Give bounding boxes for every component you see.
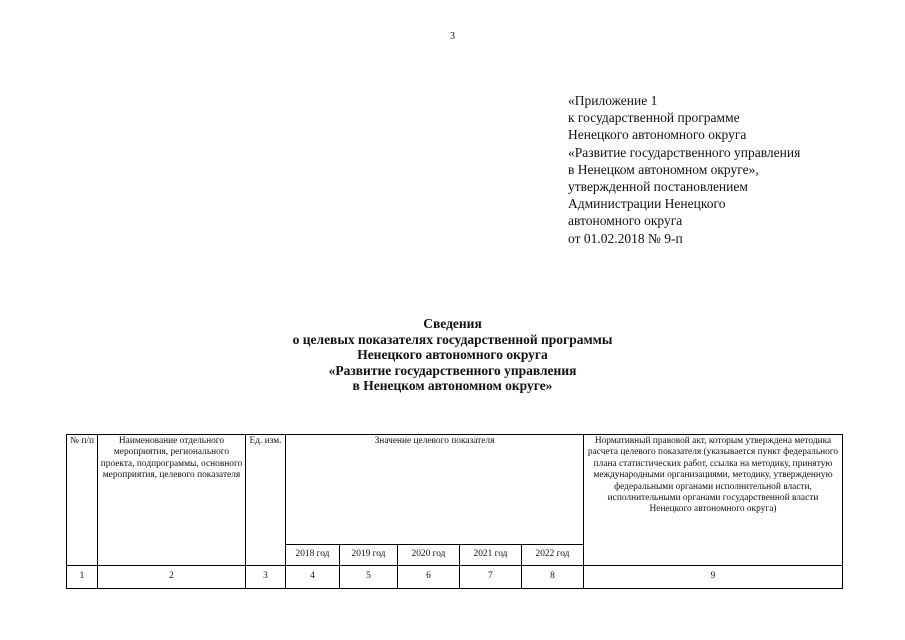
header-year: 2018 год xyxy=(286,545,340,566)
target-indicators-table xyxy=(66,434,843,589)
column-number: 1 xyxy=(67,566,98,589)
column-number: 2 xyxy=(98,566,246,589)
column-number: 5 xyxy=(340,566,398,589)
header-year: 2020 год xyxy=(398,545,460,566)
header-year: 2022 год xyxy=(522,545,584,566)
title-line: Сведения xyxy=(423,316,482,331)
title-line: «Развитие государственного управления xyxy=(328,362,577,378)
column-number: 7 xyxy=(460,566,522,589)
header-number: № п/п xyxy=(67,435,98,566)
appendix-line: автономного округа xyxy=(568,213,683,229)
header-legal-act: Нормативный правовой акт, которым утверждена методика расчета целевого показателя (указывается пункт федерального плана статистических работ, ссылка на методику, принятую международными организациями, методику, утвержденную федеральными органами исполнительной власти, исполнительными органами государственной власти Ненецкого автономного округа) xyxy=(584,435,843,566)
column-number: 9 xyxy=(584,566,843,589)
appendix-line: Администрации Ненецкого xyxy=(568,196,726,212)
header-year: 2021 год xyxy=(460,545,522,566)
column-number: 3 xyxy=(246,566,286,589)
column-number: 4 xyxy=(286,566,340,589)
column-number: 8 xyxy=(522,566,584,589)
appendix-line: утвержденной постановлением xyxy=(568,179,748,195)
appendix-line: Ненецкого автономного округа xyxy=(568,127,747,143)
header-year: 2019 год xyxy=(340,545,398,566)
page-number: 3 xyxy=(450,31,455,42)
appendix-line: от 01.02.2018 № 9-п xyxy=(568,230,683,246)
document-title xyxy=(0,316,905,394)
column-number: 6 xyxy=(398,566,460,589)
column-number-row xyxy=(67,566,843,589)
title-line: Ненецкого автономного округа xyxy=(357,347,548,363)
title-line: в Ненецком автономном округе» xyxy=(352,378,553,394)
appendix-line: «Приложение 1 xyxy=(568,93,658,108)
header-indicator-values: Значение целевого показателя xyxy=(286,435,584,545)
appendix-line: к государственной программе xyxy=(568,110,740,126)
appendix-approval-block xyxy=(568,92,888,247)
title-line: о целевых показателях государственной программы xyxy=(292,331,613,347)
header-unit: Ед. изм. xyxy=(246,435,286,566)
header-name: Наименование отдельного мероприятия, регионального проекта, подпрограммы, основного мероприятия, целевого показателя xyxy=(98,435,246,566)
appendix-line: «Развитие государственного управления xyxy=(568,144,801,160)
appendix-line: в Ненецком автономном округе», xyxy=(568,161,759,177)
